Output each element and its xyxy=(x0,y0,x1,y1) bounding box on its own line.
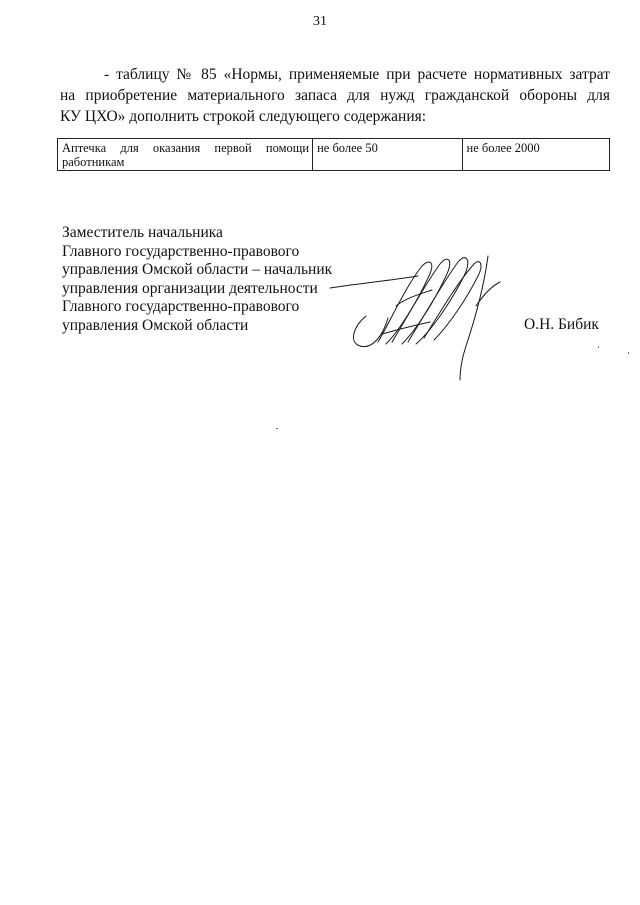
signatory-position-line: управления Омской области – начальник xyxy=(62,261,333,278)
signatory-position-line: управления Омской области xyxy=(62,316,249,334)
table-cell-item: Аптечка для оказания первой помощи работникам xyxy=(58,139,313,171)
intro-line: КУ ЦХО» дополнить строкой следующего содержания: xyxy=(60,108,427,125)
handwritten-signature xyxy=(326,246,516,386)
scan-speck xyxy=(598,346,599,348)
signatory-name: О.Н. Бибик xyxy=(524,316,599,333)
intro-line: на приобретение материального запаса для нужд гражданской обороны для xyxy=(60,87,610,104)
page-number: 31 xyxy=(313,14,327,29)
intro-paragraph xyxy=(60,64,610,127)
scan-speck xyxy=(276,428,278,429)
scan-speck xyxy=(628,352,629,354)
signatory-position-line: Главного государственно-правового xyxy=(62,298,300,315)
intro-line: - таблицу № 85 «Нормы, применяемые при расчете нормативных затрат xyxy=(104,66,610,83)
signatory-position-line: управления организации деятельности xyxy=(62,279,318,297)
signatory-position xyxy=(62,224,332,335)
table-cell-price: не более 2000 xyxy=(462,139,609,171)
signatory-position-line: Заместитель начальника xyxy=(62,224,223,241)
table-row xyxy=(58,139,610,171)
table-cell-quantity: не более 50 xyxy=(313,139,462,171)
signatory-position-line: Главного государственно-правового xyxy=(62,242,300,260)
norms-table xyxy=(57,138,610,171)
